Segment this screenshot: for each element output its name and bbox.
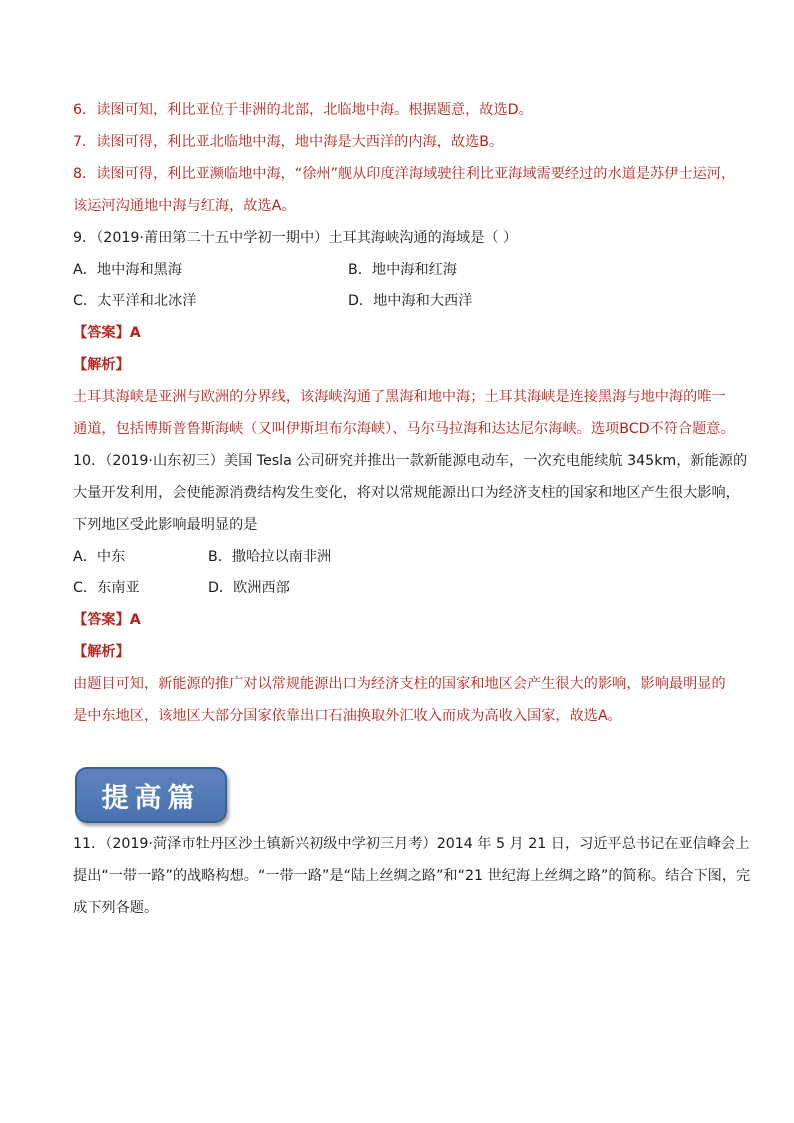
answer-explanation-8-cont: 该运河沟通地中海与红海，故选A。 (73, 198, 296, 214)
answer-explanation-6: 6．读图可知，利比亚位于非洲的北部，北临地中海。根据题意，故选D。 (73, 102, 533, 118)
question-9-option-b: B．地中海和红海 (348, 262, 458, 278)
answer-value: A (129, 325, 141, 341)
question-10-option-a: A．中东 (73, 549, 126, 565)
question-10-stem-line-2: 大量开发利用，会使能源消费结构发生变化，将对以常规能源出口为经济支柱的国家和地区产生很大影响， (73, 485, 740, 501)
analysis-label: 【解析】 (73, 357, 130, 373)
answer-explanation-8: 8．读图可得，利比亚濒临地中海，“徐州”舰从印度洋海域驶往利比亚海域需要经过的水道是苏伊士运河， (73, 166, 736, 182)
answer-value: A (129, 612, 141, 628)
question-9-analysis-line-1: 土耳其海峡是亚洲与欧洲的分界线，该海峡沟通了黑海和地中海；土耳其海峡是连接黑海与地中海的唯一 (73, 389, 726, 405)
question-9-option-c: C．太平洋和北冰洋 (73, 293, 197, 309)
question-10-analysis-line-1: 由题目可知，新能源的推广对以常规能源出口为经济支柱的国家和地区会产生很大的影响，影响最明显的 (73, 676, 726, 692)
section-banner-advanced: 提高篇 (75, 767, 227, 823)
question-9-analysis-line-2: 通道，包括博斯普鲁斯海峡（又叫伊斯坦布尔海峡）、马尔马拉海和达达尼尔海峡。选项BCD不符合题意。 (73, 421, 735, 437)
question-10-answer (73, 610, 141, 630)
question-9-answer (73, 323, 141, 343)
answer-explanation-7: 7．读图可得，利比亚北临地中海，地中海是大西洋的内海，故选B。 (73, 134, 504, 150)
question-10-analysis-label (73, 642, 130, 662)
question-10-option-c: C．东南亚 (73, 580, 140, 596)
question-9-option-d: D．地中海和大西洋 (348, 293, 473, 309)
question-10-analysis-line-2: 是中东地区，该地区大部分国家依靠出口石油换取外汇收入而成为高收入国家，故选A。 (73, 708, 622, 724)
question-11-stem-line-3: 成下列各题。 (73, 900, 159, 916)
question-11-stem-line-1: 11．（2019·菏泽市牡丹区沙土镇新兴初级中学初三月考）2014 年 5 月 21 日，习近平总书记在亚信峰会上 (73, 836, 750, 852)
question-11-stem-line-2: 提出“一带一路”的战略构想。“一带一路”是“陆上丝绸之路”和“21 世纪海上丝绸之路”的简称。结合下图，完 (73, 868, 751, 884)
question-10-option-b: B．撒哈拉以南非洲 (208, 549, 332, 565)
analysis-label: 【解析】 (73, 644, 130, 660)
question-10-stem-line-3: 下列地区受此影响最明显的是 (73, 517, 258, 533)
question-9-analysis-label (73, 355, 130, 375)
question-10-stem-line-1: 10．（2019·山东初三）美国 Tesla 公司研究并推出一款新能源电动车，一次充电能续航 345km，新能源的 (73, 453, 748, 469)
answer-label: 【答案】 (73, 612, 130, 628)
question-9-option-a: A．地中海和黑海 (73, 262, 183, 278)
answer-label: 【答案】 (73, 325, 130, 341)
question-9-stem: 9．（2019·莆田第二十五中学初一期中）土耳其海峡沟通的海域是（ ） (73, 230, 518, 246)
question-10-option-d: D．欧洲西部 (208, 580, 290, 596)
